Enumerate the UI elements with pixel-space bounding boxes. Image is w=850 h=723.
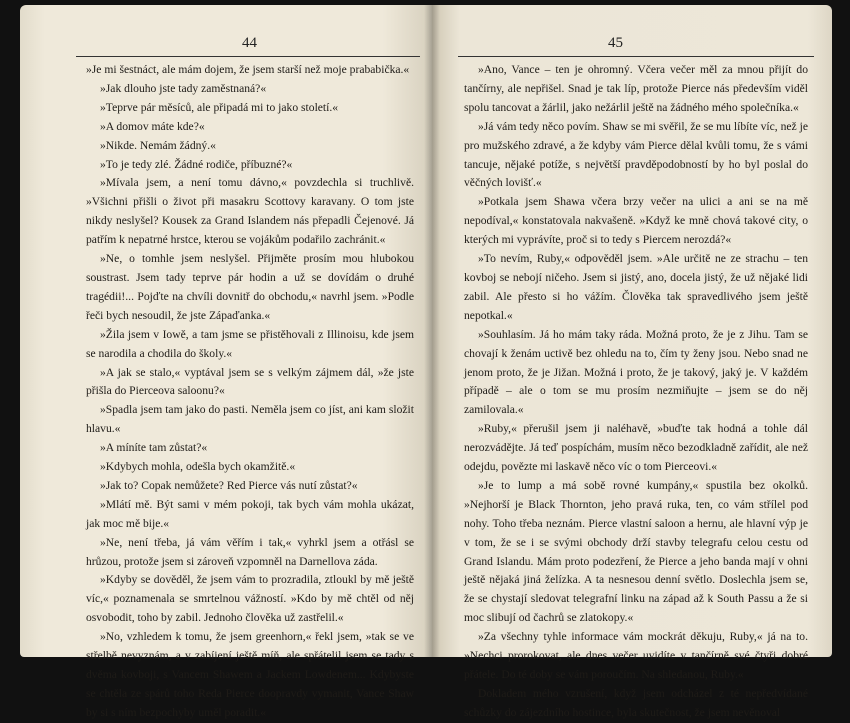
left-page [20,5,432,719]
paragraph: »No, vzhledem k tomu, že jsem greenhorn,« řekl jsem, »tak se ve střelbě nevyznám, a v zabíjení ještě míň, ale spřátelil jsem se tady s dvěma kovboji, s Vancem Shawem a Jackem Lowdenem... Kdybyste se chtěla ze spárů toho Reda Pierce doopravdy vymanit, Vance Shaw by si s ním bezpochyby uměl poradit.« [86,630,414,719]
paragraph: »A domov máte kde?« [100,119,205,133]
paragraph: »A jak se stalo,« vyptával jsem se s velkým zájmem dál, »že jste přišla do Pierceova saloonu?« [86,365,414,398]
book-gutter [424,5,440,657]
paragraph: »Ruby,« přerušil jsem ji naléhavě, »buďte tak hodná a tohle dál nerozvádějte. Já teď pospíchám, musím něco bezodkladně zařídit, ale než odejdu, povězte mi laskavě něco víc o tom Pierceovi.« [464,422,808,474]
paragraph: »Spadla jsem tam jako do pasti. Neměla jsem co jíst, ani kam složit hlavu.« [86,403,414,436]
page-number: 44 [242,35,257,51]
header-rule [76,56,420,57]
paragraph: »Žila jsem v Iowě, a tam jsme se přistěhovali z Illinoisu, kde jsem se narodila a chodila do školy.« [86,327,414,360]
paragraph: »Souhlasím. Já ho mám taky ráda. Možná proto, že je z Jihu. Tam se chovají k ženám uctivě bez ohledu na to, čím ty ženy jsou. Nebo snad ne jenom proto, že je Jižan. Možná i proto, že je takový, jaký je. V každém případě – ale o tom se mu prosím nezmiňujte – jsem se do něj zamilovala.« [464,327,808,417]
page-text [86,61,414,723]
paragraph: »Jak dlouho jste tady zaměstnaná?« [100,81,267,95]
paragraph: »Jak to? Copak nemůžete? Red Pierce vás nutí zůstat?« [100,478,358,492]
paragraph: »Mlátí mě. Být sami v mém pokoji, tak bych vám mohla ukázat, jak moc mě bije.« [86,497,414,530]
header-rule [458,56,814,57]
paragraph: »Kdyby se dověděl, že jsem vám to prozradila, ztloukl by mě ještě víc,« poznamenala se smrtelnou vážností. »Kdo by mě chtěl od něj osvobodit, toho by zabil. Jednoho člověka už zastřelil.« [86,573,414,625]
paragraph: »To nevím, Ruby,« odpověděl jsem. »Ale určitě ne ze strachu – ten kovboj se nebojí ničeho. Jsem si jistý, ano, docela jistý, že už nějaké lidi zabil. Ale přesto si ho vážím. Člověka tak spravedlivého jsem ještě nepotkal.« [464,252,808,322]
paragraph: »Nikde. Nemám žádný.« [100,138,216,152]
paragraph: »Teprve pár měsíců, ale připadá mi to jako století.« [100,100,339,114]
paragraph: »Mívala jsem, a není tomu dávno,« povzdechla si truchlivě. »Všichni přišli o život při masakru Scottovy karavany. O tom jste nikdy neslyšel? Kousek za Grand Islandem nás přepadli Čejenové. Já patřím k nepatrné hrstce, kterou se vojákům podařilo zachránit.« [86,176,414,247]
page-number: 45 [608,35,623,51]
paragraph: Dokladem mého vzrušení, když jsem odcházel z té nepředvídané schůzky do zájezdního hostince, byla skutečnost, že jsem nevěnoval [464,686,808,719]
page-text [464,61,808,723]
paragraph: »Ne, o tomhle jsem neslyšel. Přijměte prosím mou hlubokou soustrast. Jsem tady teprve pár hodin a už se dovídám o druhé tragédii!... Pojďte na chvíli dovnitř do obchodu,« navrhl jsem. »Podle řeči bych nesoudil, že jste Zápaďanka.« [86,252,414,322]
paragraph: »A míníte tam zůstat?« [100,441,208,455]
paragraph: »Za všechny tyhle informace vám mockrát děkuju, Ruby,« já na to. »Nechci prorokovat, ale dnes večer uvidíte v tančírně své čtyři dobré přátele. Do té doby se vám poroučím. Na shledanou, Ruby.« [464,630,808,681]
paragraph: »Je to lump a má sobě rovné kumpány,« spustila bez okolků. »Nejhorší je Black Thornton, jeho pravá ruka, ten, co vám střílel pod nohy. Toho třeba neznám. Pierce vlastní saloon a hernu, ale hlavní výp je v tom, že se i se svými obchody drží stavby telegrafu celou cestu od Grand Islandu. Mám proto podezření, že Pierce a jeho banda mají v ohni ještě nějaká jiná želízka. A ta nesnesou denní světlo. Doslechla jsem se, že se chystají sledovat telegrafní linku na západ až k South Passu a že si moc slibují od čachrů se zlatokopy.« [464,478,808,625]
paragraph: »Ano, Vance – ten je ohromný. Včera večer měl za mnou přijít do tančírny, ale nepřišel. Snad je tak líp, protože Pierce nás především viděl spolu tancovat a žárlil, jako nežárlil ještě na žádného mého společníka.« [464,63,808,114]
paragraph: »Já vám tedy něco povím. Shaw se mi svěřil, že se mu líbíte víc, než je pro mužského zdravé, a že kdyby vám Pierce dělal kvůli tomu, že s vámi tancuje, nějaké potíže, s největší pravděpodobností by ho byl poslal do věčných lovišť.« [464,119,808,190]
right-page [432,5,832,719]
paragraph: »Ne, není třeba, já vám věřím i tak,« vyhrkl jsem a otřásl se hrůzou, protože jsem si zároveň vzpomněl na Darnellova záda. [86,535,414,568]
paragraph: »Kdybych mohla, odešla bych okamžitě.« [100,460,296,474]
open-book [20,5,832,719]
paragraph: »Potkala jsem Shawa včera brzy večer na ulici a ani se na mě nepodíval,« konstatovala nakvašeně. »Když ke mně chová takové city, o kterých mi vyprávíte, proč si to tedy s Piercem nerozdá?« [464,195,808,247]
paragraph: »To je tedy zlé. Žádné rodiče, příbuzné?« [100,157,293,171]
paragraph: »Je mi šestnáct, ale mám dojem, že jsem starší než moje prababička.« [86,63,410,76]
